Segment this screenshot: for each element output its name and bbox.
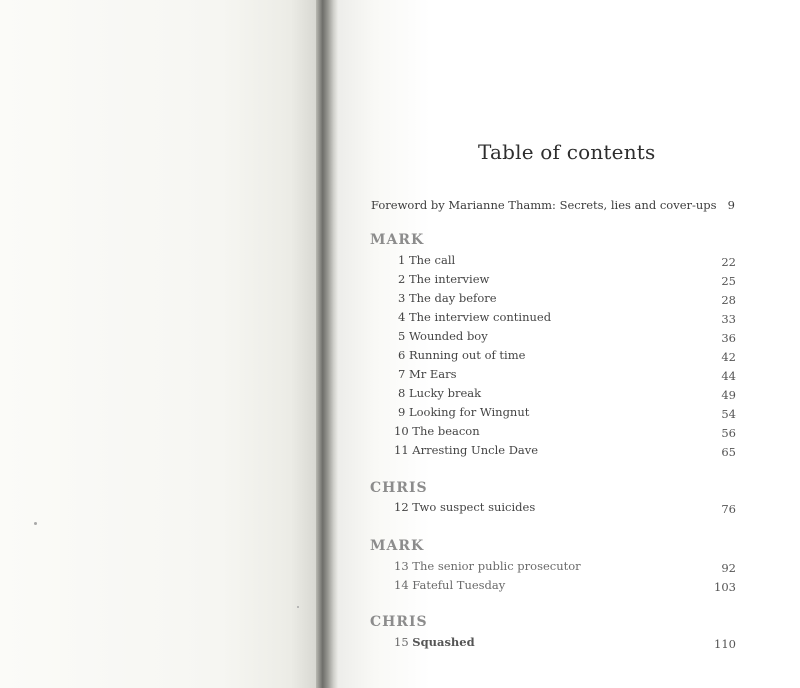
toc-entry: [394, 577, 736, 593]
chapter-number: 3: [398, 291, 406, 305]
chapter-page: 44: [721, 369, 736, 383]
chapter-title: The senior public prosecutor: [412, 559, 581, 573]
page-speck: [297, 606, 299, 608]
chapter-number: 1: [398, 253, 406, 267]
toc-entry: [398, 252, 736, 268]
toc-entry: [398, 309, 736, 325]
chapter-page: 28: [721, 293, 736, 307]
chapter-number: 9: [398, 405, 406, 419]
chapter-title: Looking for Wingnut: [408, 405, 530, 419]
chapter-title: Running out of time: [408, 348, 526, 362]
chapter-page: 76: [721, 502, 736, 516]
chapter-title: The interview: [408, 272, 490, 286]
toc-entry: [398, 366, 736, 382]
chapter-title: The beacon: [412, 424, 480, 438]
page-speck: [34, 522, 37, 525]
toc-entry: [398, 328, 736, 344]
chapter-number: 12: [394, 500, 409, 514]
chapter-page: 54: [721, 407, 736, 421]
chapter-page: 22: [721, 255, 736, 269]
toc-entry: [398, 385, 736, 401]
chapter-page: 110: [714, 637, 736, 651]
chapter-title: The interview continued: [408, 310, 552, 324]
chapter-page: 56: [721, 426, 736, 440]
toc-entry: [394, 634, 736, 650]
chapter-title: Mr Ears: [408, 367, 457, 381]
chapter-title: The call: [408, 253, 456, 267]
page-title: Table of contents: [478, 140, 656, 164]
toc-entry: [398, 271, 736, 287]
chapter-number: 15: [394, 635, 409, 649]
chapter-title: Two suspect suicides: [412, 500, 536, 514]
section-heading-chris: CHRIS: [370, 480, 428, 496]
chapter-number: 14: [394, 578, 409, 592]
chapter-number: 10: [394, 424, 409, 438]
left-page: [0, 0, 316, 688]
chapter-page: 65: [721, 445, 736, 459]
chapter-page: 103: [714, 580, 736, 594]
chapter-page: 36: [721, 331, 736, 345]
toc-entry: [394, 499, 736, 515]
chapter-number: 6: [398, 348, 406, 362]
chapter-number: 4: [398, 310, 406, 324]
chapter-title: Lucky break: [408, 386, 482, 400]
section-heading-mark: MARK: [370, 232, 425, 248]
chapter-title: Arresting Uncle Dave: [412, 443, 539, 457]
chapter-page: 92: [721, 561, 736, 575]
toc-entry: [398, 290, 736, 306]
chapter-title: Fateful Tuesday: [412, 578, 506, 592]
chapter-number: 11: [394, 443, 409, 457]
chapter-number: 7: [398, 367, 406, 381]
section-heading-chris: CHRIS: [370, 614, 428, 630]
chapter-number: 8: [398, 386, 406, 400]
book-gutter: [316, 0, 338, 688]
toc-entry: [394, 423, 736, 439]
chapter-number: 2: [398, 272, 406, 286]
toc-entry: [394, 442, 736, 458]
chapter-page: 42: [721, 350, 736, 364]
chapter-number: 5: [398, 329, 406, 343]
chapter-title: Squashed: [412, 635, 475, 649]
foreword-label: Foreword by Marianne Thamm: Secrets, lies and cover-ups: [371, 198, 717, 212]
foreword-page-number: 9: [727, 198, 735, 212]
toc-entry: [398, 347, 736, 363]
chapter-page: 33: [721, 312, 736, 326]
chapter-title: The day before: [408, 291, 497, 305]
chapter-page: 25: [721, 274, 736, 288]
chapter-number: 13: [394, 559, 409, 573]
chapter-page: 49: [721, 388, 736, 402]
section-heading-mark: MARK: [370, 538, 425, 554]
toc-entry: [394, 558, 736, 574]
toc-entry: [398, 404, 736, 420]
foreword-entry: [371, 198, 741, 212]
chapter-title: Wounded boy: [408, 329, 488, 343]
